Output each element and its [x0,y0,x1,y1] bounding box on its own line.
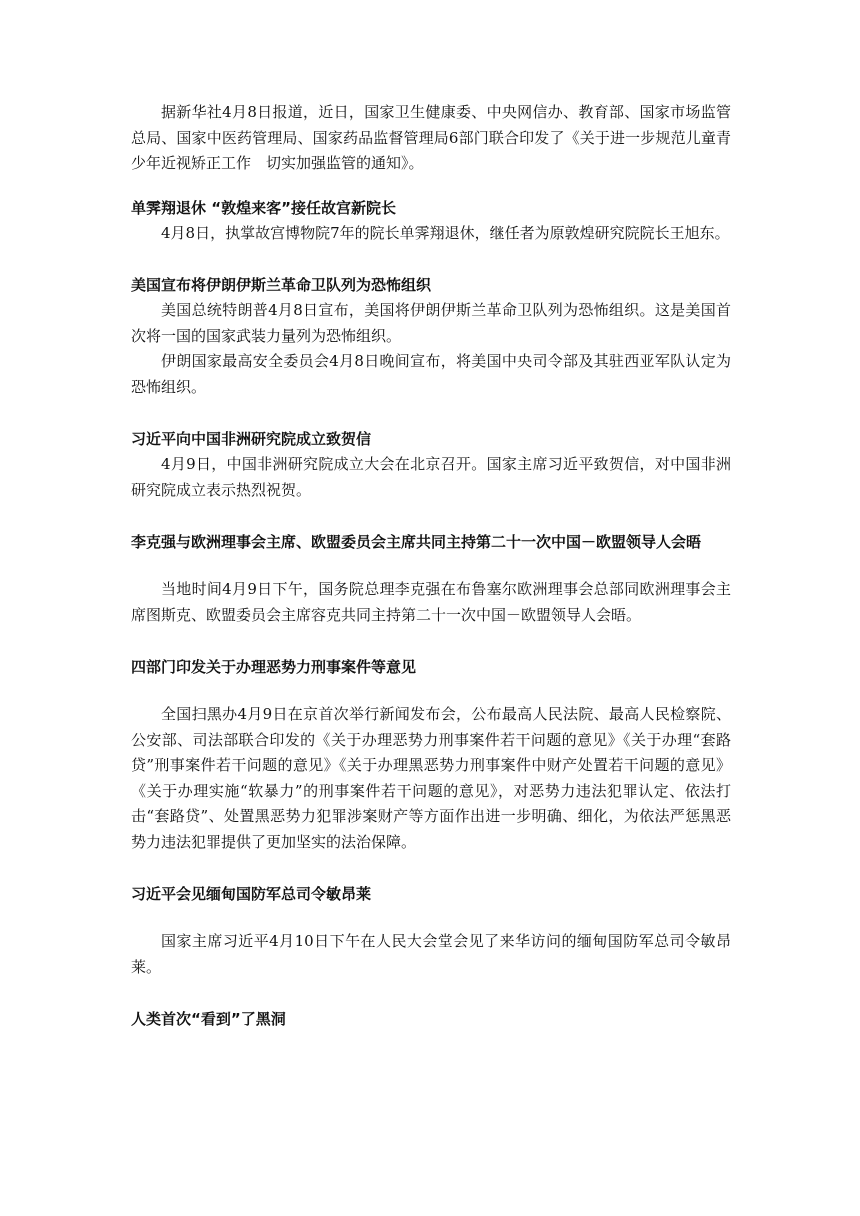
section-title-organized-crime: 四部门印发关于办理恶势力刑事案件等意见 [131,658,417,676]
section-paragraph: 4月8日，执掌故宫博物院7年的院长单霁翔退休，继任者为原敦煌研究院院长王旭东。 [161,223,730,242]
section-title-africa-institute: 习近平向中国非洲研究院成立致贺信 [131,430,372,448]
section-paragraph: 4月9日，中国非洲研究院成立大会在北京召开。国家主席习近平致贺信，对中国非洲研究院成立表示热烈祝贺。 [131,455,731,499]
section-paragraph: 当地时间4月9日下午，国务院总理李克强在布鲁塞尔欧洲理事会总部同欧洲理事会主席图斯克、欧盟委员会主席容克共同主持第二十一次中国－欧盟领导人会晤。 [131,580,731,624]
section-title-iran-irgc: 美国宣布将伊朗伊斯兰革命卫队列为恐怖组织 [131,276,432,294]
section-title-black-hole: 人类首次“看到”了黑洞 [131,1010,286,1028]
section-paragraph: 全国扫黑办4月9日在京首次举行新闻发布会，公布最高人民法院、最高人民检察院、公安部、司法部联合印发的《关于办理恶势力刑事案件若干问题的意见》《关于办理“套路贷”刑事案件若干问题的意见》《关于办理黑恶势力刑事案件中财产处置若干问题的意见》《关于办理实施“软暴力”的刑事案件若干问题的意见》，对恶势力违法犯罪认定、依法打击“套路贷”、处置黑恶势力犯罪涉案财产等方面作出进一步明确、细化，为依法严惩黑恶势力违法犯罪提供了更加坚实的法治保障。 [131,705,731,851]
section-title-palace-museum: 单霁翔退休 “敦煌来客”接任故宫新院长 [131,198,396,217]
section-paragraph: 伊朗国家最高安全委员会4月8日晚间宣布，将美国中央司令部及其驻西亚军队认定为恐怖组织。 [131,352,731,396]
section-paragraph: 美国总统特朗普4月8日宣布，美国将伊朗伊斯兰革命卫队列为恐怖组织。这是美国首次将一国的国家武装力量列为恐怖组织。 [131,301,731,345]
document-page [131,100,731,1032]
intro-paragraph: 据新华社4月8日报道，近日，国家卫生健康委、中央网信办、教育部、国家市场监管总局、国家中医药管理局、国家药品监督管理局6部门联合印发了《关于进一步规范儿童青少年近视矫正工作 切实加强监管的通知》。 [131,103,731,172]
section-paragraph: 国家主席习近平4月10日下午在人民大会堂会见了来华访问的缅甸国防军总司令敏昂莱。 [131,932,731,976]
section-title-myanmar-meeting: 习近平会见缅甸国防军总司令敏昂莱 [131,885,372,903]
section-title-china-eu-summit: 李克强与欧洲理事会主席、欧盟委员会主席共同主持第二十一次中国－欧盟领导人会晤 [131,533,702,551]
